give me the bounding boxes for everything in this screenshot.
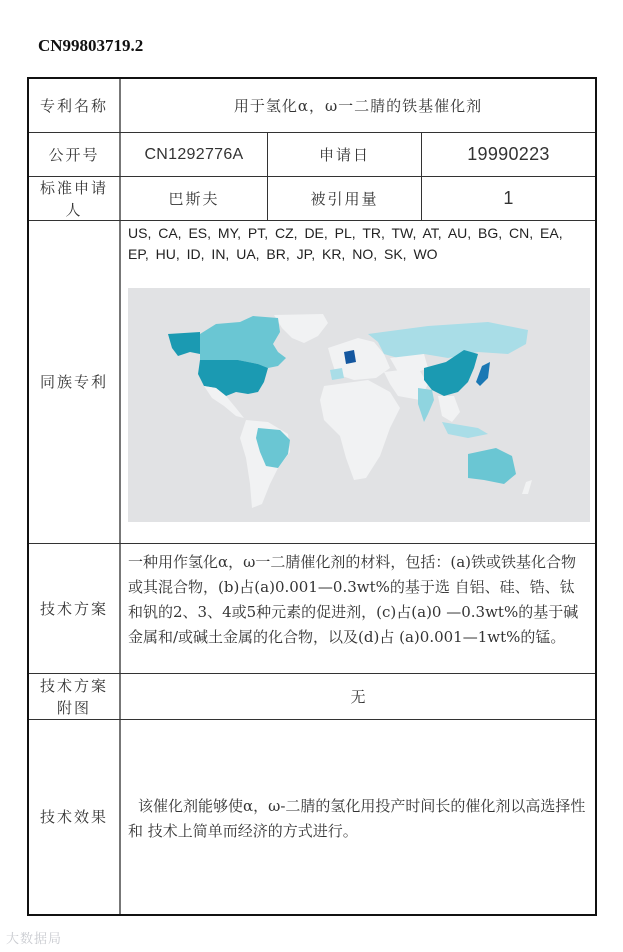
- citations-label: 被引用量: [267, 177, 421, 220]
- pub-no-value: CN1292776A: [144, 145, 244, 163]
- effect-text: 该催化剂能够使α，ω-二腈的氢化用投产时间长的催化剂以高选择性和 技术上简单而经济的方式进行。: [128, 797, 586, 840]
- applicant-value: 巴斯夫: [168, 190, 220, 208]
- pub-no-label: 公开号: [29, 133, 121, 176]
- title-label: 专利名称: [29, 79, 121, 132]
- app-date-value: 19990223: [421, 133, 595, 176]
- effect-label: 技术效果: [29, 720, 121, 914]
- document-id: CN99803719.2: [38, 36, 144, 55]
- family-country-codes: US, CA, ES, MY, PT, CZ, DE, PL, TR, TW, AT, AU, BG, CN, EA, EP, HU, ID, IN, UA, BR, JP, KR, NO, SK, WO: [128, 225, 563, 262]
- solution-text: 一种用作氢化α，ω一二腈催化剂的材料，包括：(a)铁或铁基化合物或其混合物，(b)占(a)0.001—0.3wt%的基于选 自铝、硅、锆、钛和钒的2、3、4或5种元素的促进剂，(c)占(a)0 —0.3wt%的基于碱金属和/或碱土金属的化合物，以及(d)占 (a)0.001—1wt%的锰。: [128, 553, 579, 646]
- row-solution: [29, 543, 595, 673]
- world-map-graphic: [128, 288, 590, 522]
- row-effect: [29, 719, 595, 914]
- figure-value: 无: [350, 688, 366, 706]
- family-world-map: [128, 288, 590, 522]
- app-date-label: 申请日: [267, 133, 421, 176]
- row-title: [29, 79, 595, 132]
- citations-value: 1: [421, 177, 595, 220]
- figure-label: 技术方案附图: [29, 674, 121, 719]
- row-family: [29, 220, 595, 543]
- row-applicant: [29, 176, 595, 220]
- row-figure: [29, 673, 595, 719]
- patent-info-table: [27, 77, 597, 916]
- title-value: 用于氢化α，ω一二腈的铁基催化剂: [233, 97, 483, 115]
- watermark: 大数据局: [6, 932, 63, 947]
- row-publication: [29, 132, 595, 176]
- solution-label: 技术方案: [29, 544, 121, 673]
- applicant-label: 标准申请人: [29, 177, 121, 220]
- family-label: 同族专利: [29, 221, 121, 543]
